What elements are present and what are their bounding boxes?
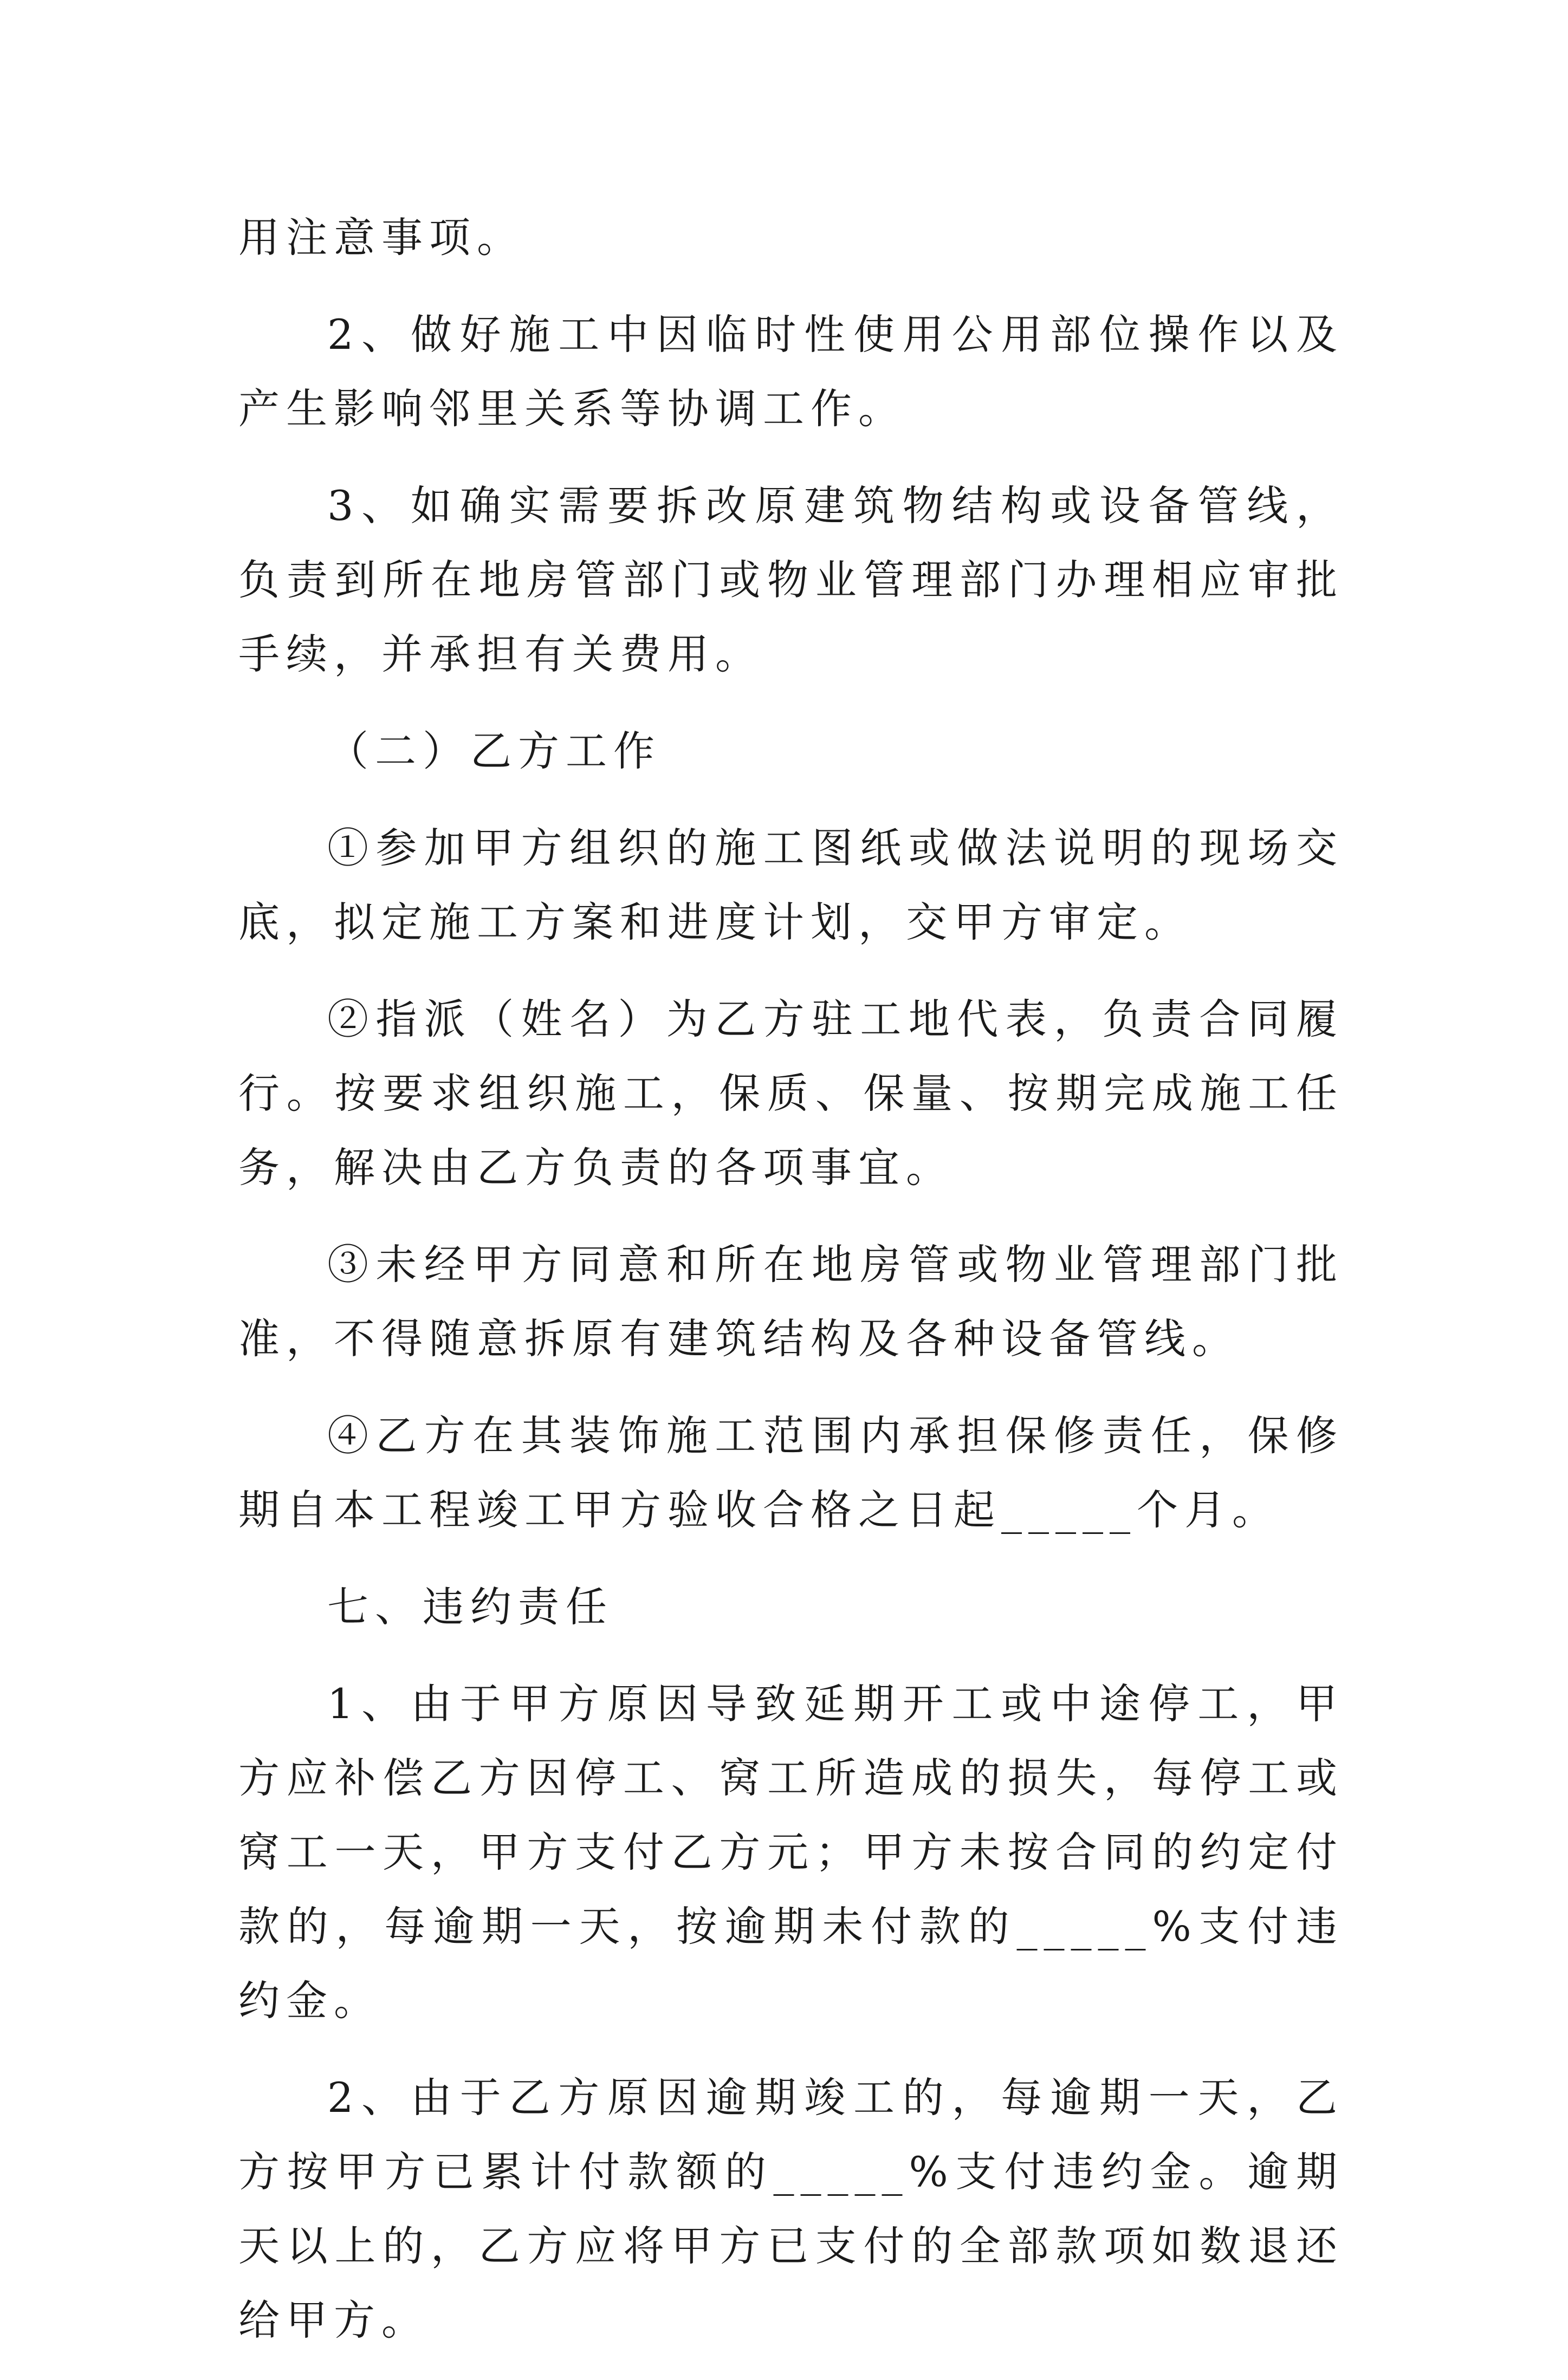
paragraph-item-2: 2、做好施工中因临时性使用公用部位操作以及产生影响邻里关系等协调工作。 bbox=[238, 310, 1344, 433]
paragraph-circled-3: ③未经甲方同意和所在地房管或物业管理部门批准，不得随意拆原有建筑结构及各种设备管线。 bbox=[238, 1240, 1344, 1363]
paragraph-circled-2: ②指派（姓名）为乙方驻工地代表，负责合同履行。按要求组织施工，保质、保量、按期完成施工任务，解决由乙方负责的各项事宜。 bbox=[238, 995, 1344, 1192]
section-heading-party-b-work: （二）乙方工作 bbox=[327, 727, 661, 775]
paragraph-item-3: 3、如确实需要拆改原建筑物结构或设备管线，负责到所在地房管部门或物业管理部门办理相应审批手续，并承担有关费用。 bbox=[238, 482, 1344, 678]
paragraph-circled-1: ①参加甲方组织的施工图纸或做法说明的现场交底，拟定施工方案和进度计划，交甲方审定。 bbox=[238, 824, 1344, 946]
section-heading-breach-liability: 七、违约责任 bbox=[327, 1583, 613, 1631]
paragraph-breach-2: 2、由于乙方原因逾期竣工的，每逾期一天，乙方按甲方已累计付款额的_____%支付违约金。逾期天以上的，乙方应将甲方已支付的全部款项如数退还给甲方。 bbox=[238, 2073, 1344, 2344]
paragraph-continuation: 用注意事项。 bbox=[238, 213, 524, 262]
paragraph-circled-4: ④乙方在其装饰施工范围内承担保修责任，保修期自本工程竣工甲方验收合格之日起_____个月。 bbox=[238, 1412, 1344, 1534]
document-body bbox=[238, 200, 1344, 2380]
paragraph-breach-1: 1、由于甲方原因导致延期开工或中途停工，甲方应补偿乙方因停工、窝工所造成的损失，每停工或窝工一天，甲方支付乙方元；甲方未按合同的约定付款的，每逾期一天，按逾期未付款的_____%支付违约金。 bbox=[238, 1680, 1344, 2025]
